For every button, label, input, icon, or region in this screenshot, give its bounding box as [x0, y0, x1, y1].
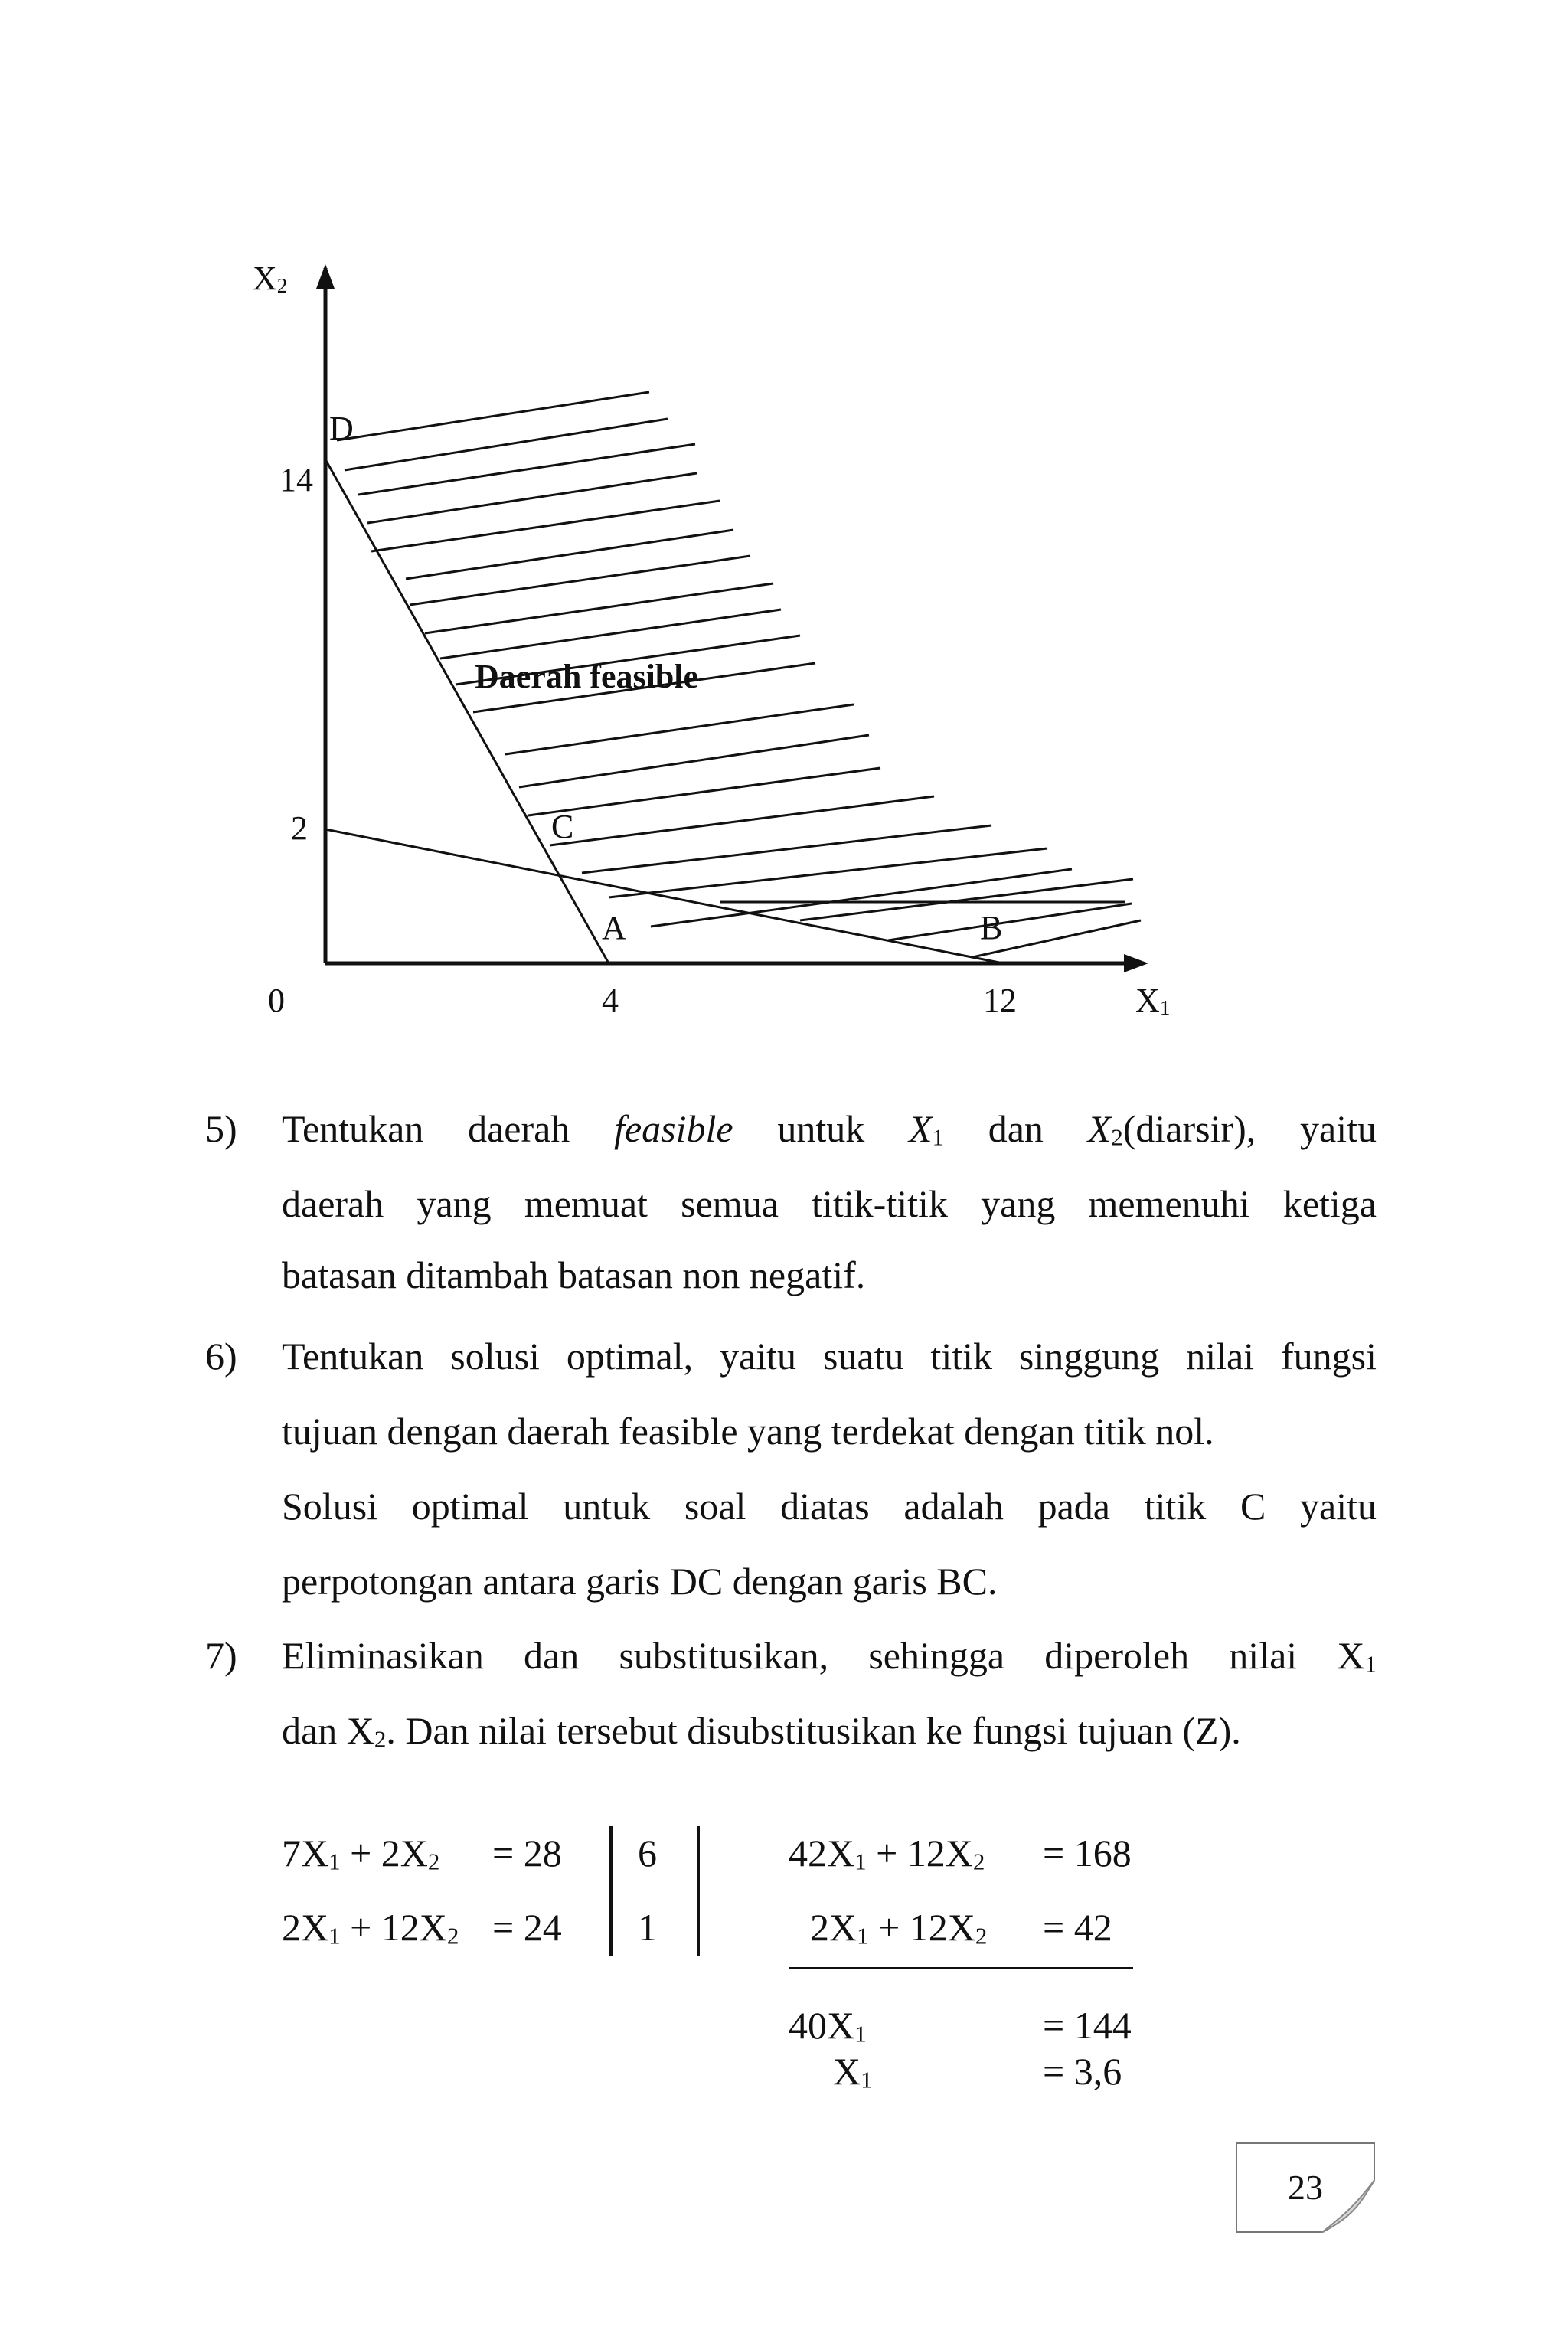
step-5-line-1: Tentukan daerah feasible untuk $X_1$ dan $X_2(diarsir)$, yaitu — [282, 1107, 1377, 1151]
origin-label: 0 — [268, 982, 285, 1019]
result-equation-1-rhs: = 144 — [1043, 2004, 1132, 2047]
constraint-line-BC — [325, 829, 1003, 963]
step-5-number: 5) — [205, 1107, 237, 1150]
result-equation-2: $X_1$ — [833, 2050, 873, 2093]
point-label-D: D — [329, 410, 354, 447]
right-equation-1: $42X_1 + 12X_2$ — [789, 1832, 985, 1875]
page-number: 23 — [1288, 2168, 1323, 2207]
multiplier-2: 1 — [638, 1906, 657, 1949]
step-6-line-3: Solusi optimal untuk soal diatas adalah pada titik C yaitu — [282, 1485, 1377, 1528]
feasible-region-graph — [0, 0, 1568, 1072]
page-curl-icon — [1321, 2179, 1375, 2233]
point-label-A: A — [602, 909, 626, 946]
step-5-line-2: daerah yang memuat semua titik-titik yang memenuhi ketiga — [282, 1182, 1377, 1225]
multiplier-bar-right — [697, 1826, 700, 1956]
point-label-B: B — [980, 909, 1003, 946]
x-tick-12: 12 — [983, 982, 1017, 1019]
step-6-line-1: Tentukan solusi optimal, yaitu suatu titik singgung nilai fungsi — [282, 1335, 1377, 1378]
right-equation-2-rhs: = 42 — [1043, 1906, 1112, 1949]
left-equation-1: $7X_1 + 2X_2$ — [282, 1832, 440, 1875]
step-7-line-2: dan $X_2$. Dan nilai tersebut disubstitusikan ke fungsi tujuan (Z). — [282, 1709, 1241, 1753]
right-equation-1-rhs: = 168 — [1043, 1832, 1132, 1874]
page-number-box — [1236, 2142, 1375, 2233]
x-tick-4: 4 — [602, 982, 619, 1019]
left-equation-1-rhs: = 28 — [492, 1832, 562, 1874]
left-equation-2: $2X_1 + 12X_2$ — [282, 1906, 459, 1950]
step-6-line-2: tujuan dengan daerah feasible yang terdekat dengan titik nol. — [282, 1410, 1214, 1453]
step-6-text — [282, 1319, 1377, 1619]
right-equation-2: $2X_1 + 12X_2$ — [810, 1906, 988, 1950]
multiplier-1: 6 — [638, 1832, 657, 1874]
step-5-text — [282, 1091, 1377, 1316]
x-axis-arrow-icon — [1124, 954, 1148, 972]
y-axis-label: $X_2$ — [253, 260, 288, 298]
x-axis-label: $X_1$ — [1135, 982, 1171, 1020]
result-equation-1: $40X_1$ — [789, 2004, 867, 2048]
hatch-lines — [337, 392, 1141, 957]
y-tick-14: 14 — [279, 461, 313, 498]
step-7-text — [282, 1618, 1377, 1768]
y-tick-2: 2 — [291, 809, 308, 847]
step-5-line-3: batasan ditambah batasan non negatif. — [282, 1253, 866, 1296]
step-6-line-4: perpotongan antara garis DC dengan garis BC. — [282, 1560, 998, 1603]
step-7-number: 7) — [205, 1634, 237, 1677]
point-label-C: C — [551, 808, 574, 845]
constraint-line-DA — [325, 459, 609, 963]
feasible-region-label: Daerah feasible — [475, 658, 699, 695]
multiplier-bar-left — [609, 1826, 612, 1956]
result-equation-2-rhs: = 3,6 — [1043, 2050, 1122, 2093]
step-6-number: 6) — [205, 1335, 237, 1378]
subtraction-rule — [789, 1967, 1133, 1969]
y-axis-arrow-icon — [316, 264, 335, 289]
step-7-line-1: Eliminasikan dan substitusikan, sehingga diperoleh nilai $X_1$ — [282, 1634, 1377, 1678]
left-equation-2-rhs: = 24 — [492, 1906, 562, 1949]
